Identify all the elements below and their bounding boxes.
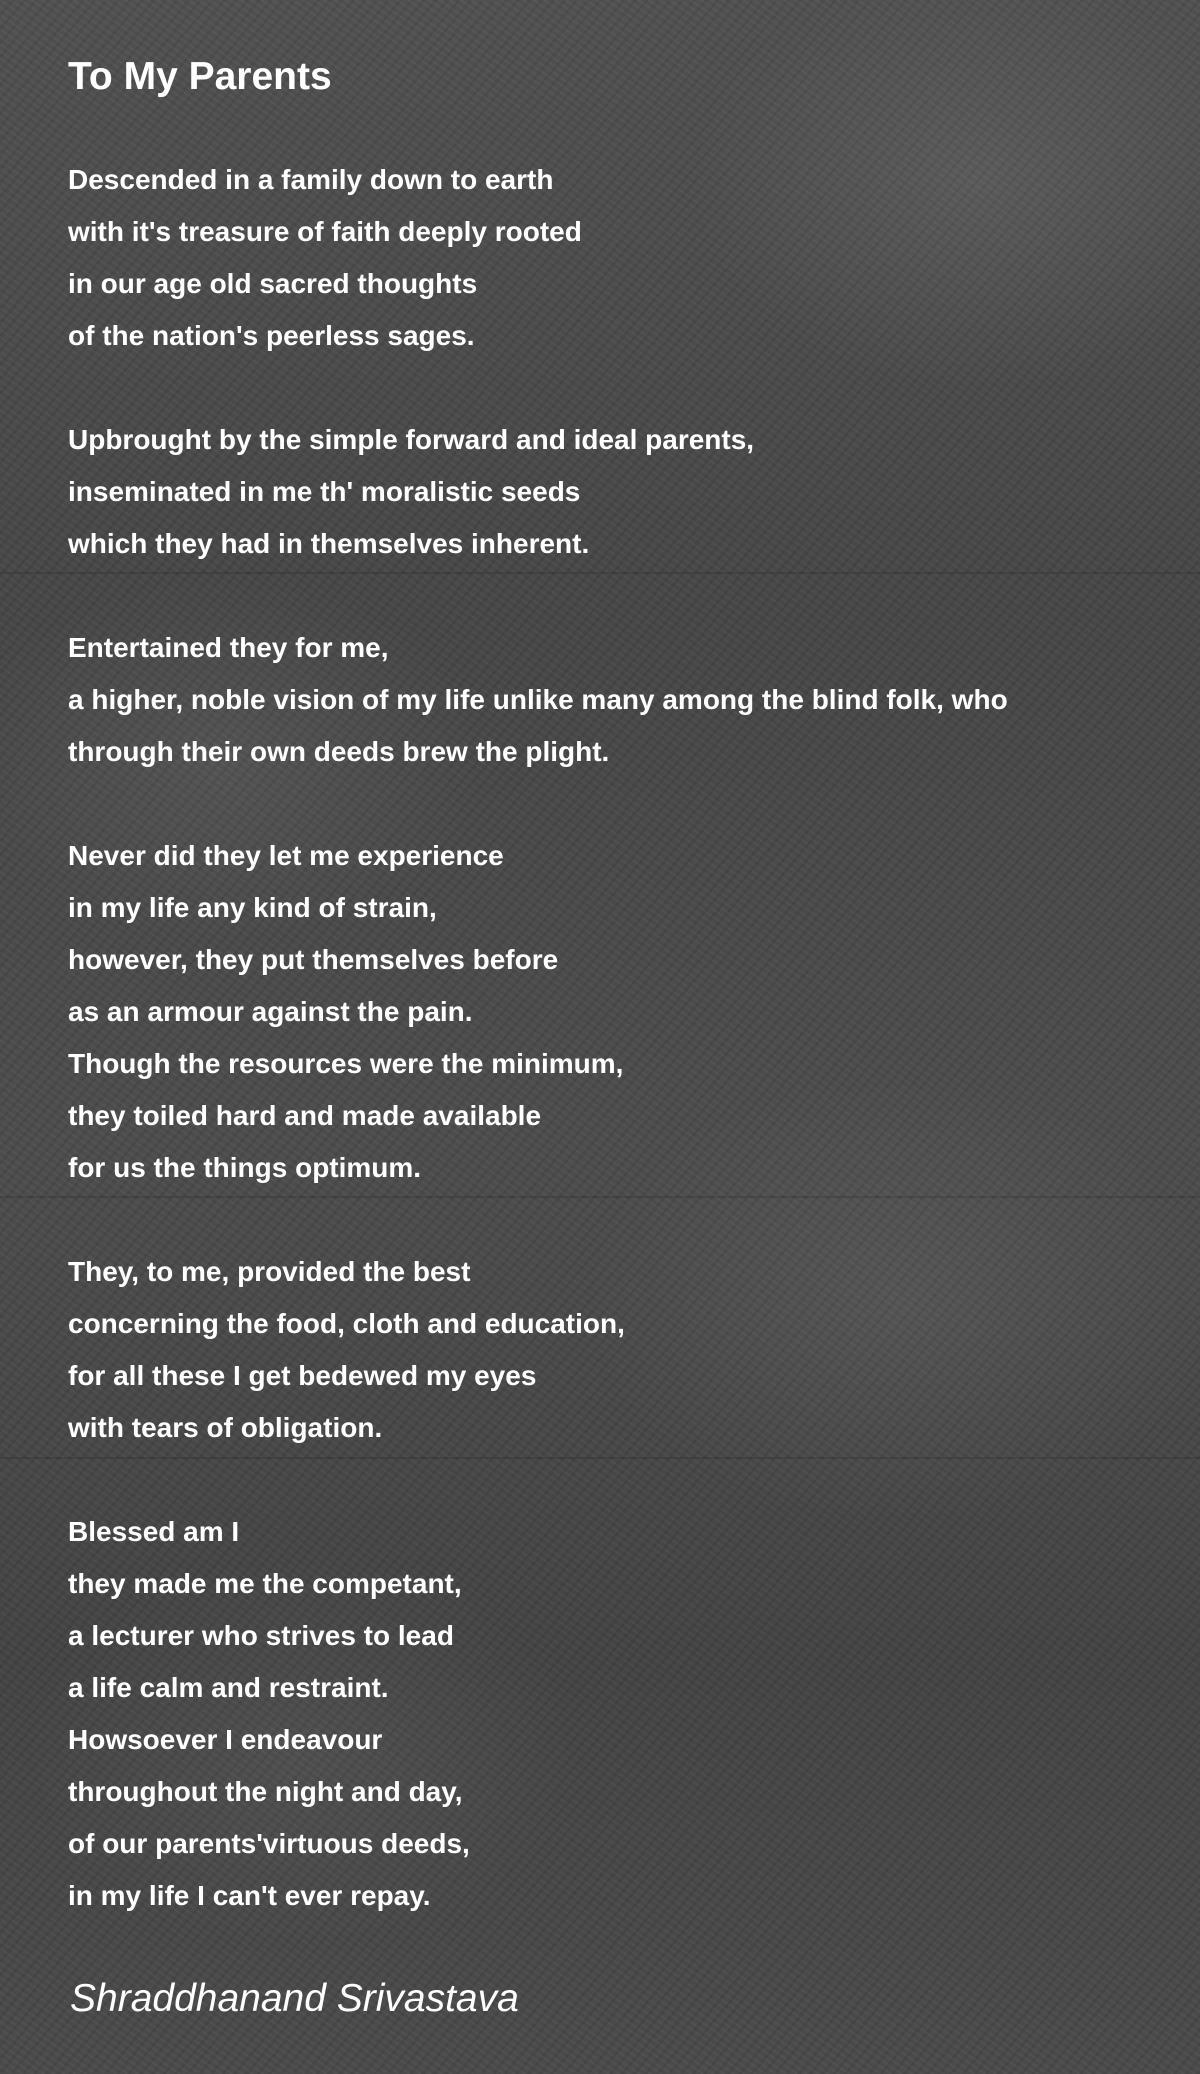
stanza-4 <box>68 830 1188 1194</box>
poem-line: Upbrought by the simple forward and ideal parents, <box>68 424 755 455</box>
poem-line: as an armour against the pain. <box>68 996 473 1027</box>
poem-line: however, they put themselves before <box>68 944 559 975</box>
stanza-5 <box>68 1246 1188 1454</box>
poem-line: with tears of obligation. <box>68 1412 383 1443</box>
poem-line: a life calm and restraint. <box>68 1672 389 1703</box>
poem-line: through their own deeds brew the plight. <box>68 736 610 767</box>
poem-body <box>68 154 1188 1922</box>
stanza-2 <box>68 414 1188 570</box>
poem-line: a lecturer who strives to lead <box>68 1620 454 1651</box>
poem-line: concerning the food, cloth and education, <box>68 1308 625 1339</box>
poem-line: Blessed am I <box>68 1516 240 1547</box>
poem-line: throughout the night and day, <box>68 1776 463 1807</box>
poem-line: of our parents'virtuous deeds, <box>68 1828 470 1859</box>
poem-line: in our age old sacred thoughts <box>68 268 478 299</box>
poem-line: they toiled hard and made available <box>68 1100 542 1131</box>
poem-line: Howsoever I endeavour <box>68 1724 383 1755</box>
poem-line: with it's treasure of faith deeply rooted <box>68 216 582 247</box>
poem-line: for all these I get bedewed my eyes <box>68 1360 537 1391</box>
poem-line: which they had in themselves inherent. <box>68 528 590 559</box>
poem-line: Descended in a family down to earth <box>68 164 554 195</box>
poem-line: Entertained they for me, <box>68 632 389 663</box>
poem-line: a higher, noble vision of my life unlike many among the blind folk, who <box>68 684 1008 715</box>
poem-line: in my life I can't ever repay. <box>68 1880 431 1911</box>
poem-line: Never did they let me experience <box>68 840 504 871</box>
poem-author: Shraddhanand Srivastava <box>70 1977 519 2020</box>
poem-line: of the nation's peerless sages. <box>68 320 475 351</box>
poem-line: in my life any kind of strain, <box>68 892 437 923</box>
poem-line: they made me the competant, <box>68 1568 462 1599</box>
stanza-6 <box>68 1506 1188 1922</box>
poem-title: To My Parents <box>68 55 332 98</box>
stanza-3 <box>68 622 1188 778</box>
poem-line: Though the resources were the minimum, <box>68 1048 624 1079</box>
stanza-1 <box>68 154 1188 362</box>
poem-line: inseminated in me th' moralistic seeds <box>68 476 581 507</box>
poem-line: for us the things optimum. <box>68 1152 422 1183</box>
poem-line: They, to me, provided the best <box>68 1256 471 1287</box>
